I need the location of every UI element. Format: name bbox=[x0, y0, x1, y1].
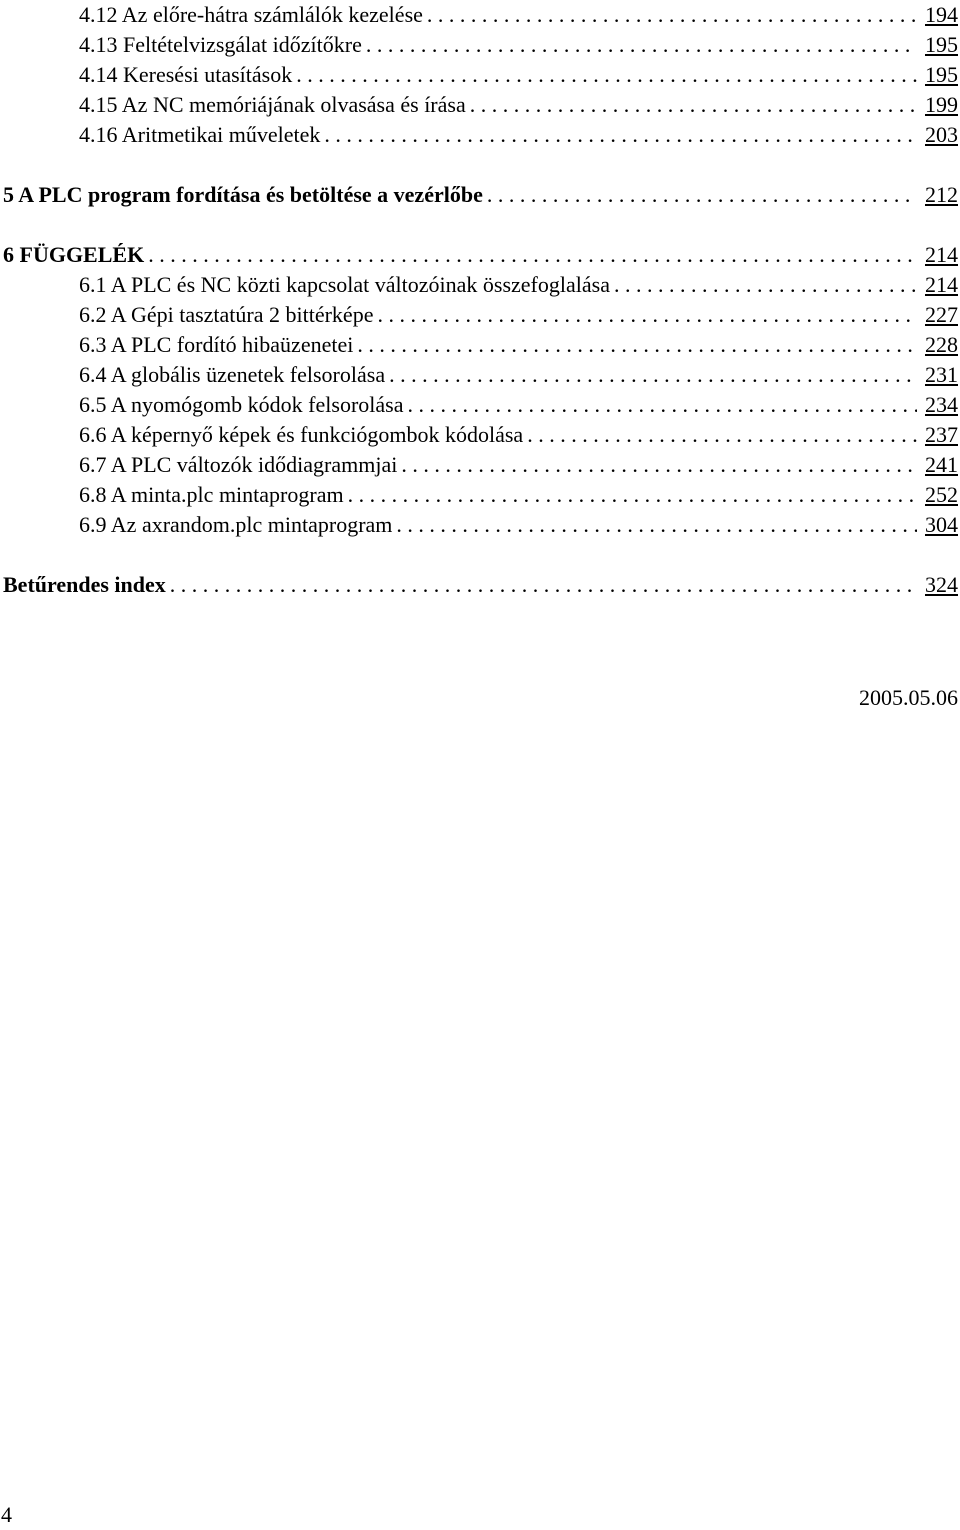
toc-page-link[interactable]: 214 bbox=[925, 272, 958, 297]
dot-leader bbox=[348, 480, 917, 510]
toc-entry-title: 6.9 Az axrandom.plc mintaprogram bbox=[79, 512, 393, 537]
page-number: 4 bbox=[1, 1502, 12, 1527]
toc-page-link[interactable]: 195 bbox=[925, 62, 958, 87]
toc-chapter-title: Betűrendes index bbox=[3, 572, 166, 597]
toc-page-link[interactable]: 195 bbox=[925, 32, 958, 57]
dot-leader bbox=[296, 60, 917, 90]
toc-page-link[interactable]: 324 bbox=[925, 572, 958, 597]
toc-chapter-title: 5 A PLC program fordítása és betöltése a vezérlőbe bbox=[3, 182, 483, 207]
dot-leader bbox=[389, 360, 917, 390]
toc-entry-5[interactable] bbox=[0, 180, 960, 210]
toc-entry-4-12[interactable] bbox=[0, 0, 960, 30]
toc-entry-6-2[interactable] bbox=[0, 300, 960, 330]
toc-page-link[interactable]: 227 bbox=[925, 302, 958, 327]
toc-entry-index[interactable] bbox=[0, 570, 960, 600]
toc-page-link[interactable]: 252 bbox=[925, 482, 958, 507]
toc-page-link[interactable]: 199 bbox=[925, 92, 958, 117]
toc-entry-title: 6.2 A Gépi tasztatúra 2 bittérképe bbox=[79, 302, 374, 327]
toc-page-link[interactable]: 237 bbox=[925, 422, 958, 447]
toc-page-link[interactable]: 228 bbox=[925, 332, 958, 357]
toc-entry-6-3[interactable] bbox=[0, 330, 960, 360]
toc-entry-4-15[interactable] bbox=[0, 90, 960, 120]
toc-entry-title: 6.8 A minta.plc mintaprogram bbox=[79, 482, 344, 507]
toc-entry-title: 6.4 A globális üzenetek felsorolása bbox=[79, 362, 386, 387]
toc-entry-title: 4.12 Az előre-hátra számlálók kezelése bbox=[79, 2, 423, 27]
toc-entry-6-4[interactable] bbox=[0, 360, 960, 390]
toc-entry-title: 4.14 Keresési utasítások bbox=[79, 62, 293, 87]
toc-page-link[interactable]: 203 bbox=[925, 122, 958, 147]
toc-entry-title: 6.5 A nyomógomb kódok felsorolása bbox=[79, 392, 404, 417]
toc-entry-6-8[interactable] bbox=[0, 480, 960, 510]
toc-page-link[interactable]: 241 bbox=[925, 452, 958, 477]
toc-page-link[interactable]: 194 bbox=[925, 2, 958, 27]
dot-leader bbox=[377, 300, 917, 330]
toc-page-link[interactable]: 304 bbox=[925, 512, 958, 537]
toc-entry-title: 4.16 Aritmetikai műveletek bbox=[79, 122, 321, 147]
toc-entry-4-13[interactable] bbox=[0, 30, 960, 60]
toc-entry-title: 4.13 Feltételvizsgálat időzítőkre bbox=[79, 32, 362, 57]
toc-entry-title: 4.15 Az NC memóriájának olvasása és írása bbox=[79, 92, 466, 117]
dot-leader bbox=[170, 570, 917, 600]
toc-entry-6-7[interactable] bbox=[0, 450, 960, 480]
toc-page-link[interactable]: 234 bbox=[925, 392, 958, 417]
toc-entry-6[interactable] bbox=[0, 240, 960, 270]
dot-leader bbox=[614, 270, 917, 300]
toc-entry-6-9[interactable] bbox=[0, 510, 960, 540]
toc-entry-title: 6.7 A PLC változók idődiagrammjai bbox=[79, 452, 398, 477]
dot-leader bbox=[407, 390, 917, 420]
toc-entry-6-6[interactable] bbox=[0, 420, 960, 450]
toc-entry-title: 6.3 A PLC fordító hibaüzenetei bbox=[79, 332, 354, 357]
toc-chapter-title: 6 FÜGGELÉK bbox=[3, 242, 145, 267]
dot-leader bbox=[470, 90, 917, 120]
dot-leader bbox=[148, 240, 917, 270]
dot-leader bbox=[487, 180, 917, 210]
toc-entry-6-1[interactable] bbox=[0, 270, 960, 300]
toc-entry-4-16[interactable] bbox=[0, 120, 960, 150]
document-date: 2005.05.06 bbox=[859, 685, 958, 710]
toc-page-link[interactable]: 231 bbox=[925, 362, 958, 387]
dot-leader bbox=[324, 120, 917, 150]
toc-page-link[interactable]: 212 bbox=[925, 182, 958, 207]
dot-leader bbox=[401, 450, 917, 480]
toc-entry-title: 6.6 A képernyő képek és funkciógombok kódolása bbox=[79, 422, 524, 447]
toc-entry-title: 6.1 A PLC és NC közti kapcsolat változóinak összefoglalása bbox=[79, 272, 610, 297]
dot-leader bbox=[357, 330, 917, 360]
dot-leader bbox=[396, 510, 917, 540]
toc-entry-6-5[interactable] bbox=[0, 390, 960, 420]
toc-entry-4-14[interactable] bbox=[0, 60, 960, 90]
toc-page-link[interactable]: 214 bbox=[925, 242, 958, 267]
dot-leader bbox=[366, 30, 917, 60]
dot-leader bbox=[427, 0, 917, 30]
dot-leader bbox=[527, 420, 917, 450]
